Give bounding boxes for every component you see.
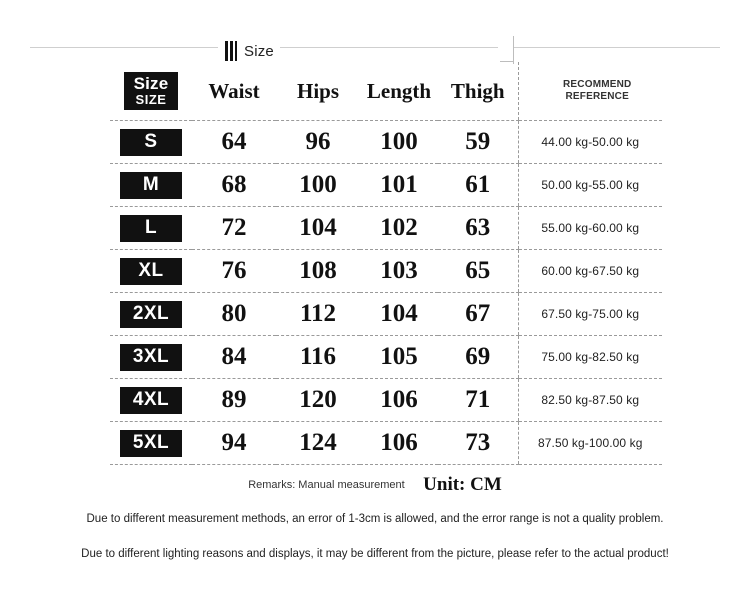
recommend-value: 44.00 kg-50.00 kg [518, 121, 662, 164]
recommend-value: 50.00 kg-55.00 kg [518, 164, 662, 207]
size-badge: L [120, 215, 182, 242]
table-header-row [110, 62, 662, 121]
recommend-header-line1: RECOMMEND [563, 78, 632, 90]
size-badge: 4XL [120, 387, 182, 414]
length-value: 106 [360, 379, 438, 422]
table-row [110, 379, 662, 422]
header-divider [30, 47, 720, 48]
length-value: 105 [360, 336, 438, 379]
recommend-value: 82.50 kg-87.50 kg [518, 379, 662, 422]
size-cell [110, 121, 192, 164]
waist-value: 76 [192, 250, 276, 293]
corner-mark [498, 36, 514, 64]
waist-value: 84 [192, 336, 276, 379]
page-title: Size [244, 42, 274, 60]
size-badge: M [120, 172, 182, 199]
hips-value: 120 [276, 379, 360, 422]
size-cell [110, 379, 192, 422]
header-title-group [218, 38, 280, 64]
thigh-value: 71 [438, 379, 518, 422]
hips-value: 124 [276, 422, 360, 465]
column-header-waist: Waist [192, 62, 276, 121]
column-header-length: Length [360, 62, 438, 121]
thigh-value: 69 [438, 336, 518, 379]
header [0, 22, 750, 60]
column-header-thigh: Thigh [438, 62, 518, 121]
hips-value: 112 [276, 293, 360, 336]
remarks-row [0, 474, 750, 496]
size-cell [110, 336, 192, 379]
table-row [110, 250, 662, 293]
length-value: 106 [360, 422, 438, 465]
length-value: 103 [360, 250, 438, 293]
size-cell [110, 250, 192, 293]
color-note: Due to different lighting reasons and displays, it may be different from the picture, please refer to the actual product! [81, 548, 669, 560]
waist-value: 80 [192, 293, 276, 336]
thigh-value: 61 [438, 164, 518, 207]
thigh-value: 73 [438, 422, 518, 465]
thigh-value: 63 [438, 207, 518, 250]
recommend-value: 55.00 kg-60.00 kg [518, 207, 662, 250]
size-table [110, 62, 662, 465]
recommend-value: 67.50 kg-75.00 kg [518, 293, 662, 336]
size-badge: S [120, 129, 182, 156]
waist-value: 89 [192, 379, 276, 422]
length-value: 101 [360, 164, 438, 207]
size-cell [110, 293, 192, 336]
table-row [110, 121, 662, 164]
waist-value: 64 [192, 121, 276, 164]
hips-value: 100 [276, 164, 360, 207]
size-header-cell [110, 62, 192, 121]
table-row [110, 293, 662, 336]
recommend-header-line2: REFERENCE [565, 91, 629, 102]
length-value: 104 [360, 293, 438, 336]
thigh-value: 59 [438, 121, 518, 164]
thigh-value: 65 [438, 250, 518, 293]
table-row [110, 164, 662, 207]
table-row [110, 422, 662, 465]
waist-value: 68 [192, 164, 276, 207]
column-header-hips: Hips [276, 62, 360, 121]
size-cell [110, 164, 192, 207]
measurement-note: Due to different measurement methods, an error of 1-3cm is allowed, and the error range is not a quality problem. [86, 513, 664, 525]
recommend-value: 60.00 kg-67.50 kg [518, 250, 662, 293]
hips-value: 108 [276, 250, 360, 293]
unit-text: Unit: CM [423, 474, 502, 495]
table-row [110, 207, 662, 250]
recommend-value: 87.50 kg-100.00 kg [518, 422, 662, 465]
column-header-recommend [518, 62, 662, 121]
size-badge: 2XL [120, 301, 182, 328]
length-value: 100 [360, 121, 438, 164]
size-badge: 5XL [120, 430, 182, 457]
bars-icon [224, 41, 240, 61]
size-cell [110, 422, 192, 465]
waist-value: 94 [192, 422, 276, 465]
thigh-value: 67 [438, 293, 518, 336]
size-badge: 3XL [120, 344, 182, 371]
table-row [110, 336, 662, 379]
hips-value: 104 [276, 207, 360, 250]
length-value: 102 [360, 207, 438, 250]
remarks-text: Remarks: Manual measurement [248, 479, 405, 491]
hips-value: 116 [276, 336, 360, 379]
size-chart [110, 62, 662, 465]
recommend-value: 75.00 kg-82.50 kg [518, 336, 662, 379]
waist-value: 72 [192, 207, 276, 250]
size-cell [110, 207, 192, 250]
hips-value: 96 [276, 121, 360, 164]
size-badge-header: Size SIZE [124, 72, 179, 110]
size-badge: XL [120, 258, 182, 285]
